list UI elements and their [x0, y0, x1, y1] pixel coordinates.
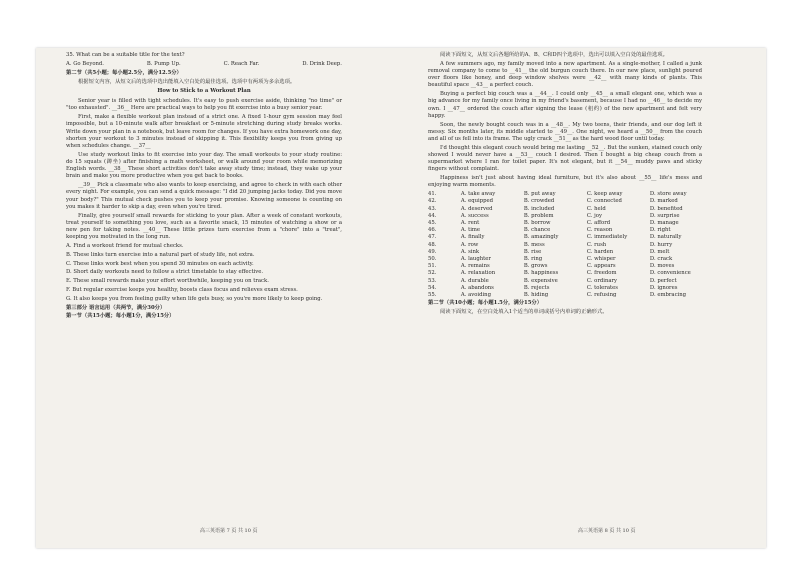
choice-number: 53.	[428, 277, 437, 284]
choice-option: D. ignores	[649, 284, 678, 291]
choice-option: B. hiding	[523, 292, 549, 299]
answer-option: A. Find a workout friend for mutual checks.	[66, 243, 184, 250]
choice-option: A. laughter	[460, 256, 491, 263]
cloze-paragraph: I'd thought this elegant couch would bring me lasting __52__. But the sunken, stained couch only showed I would never have a __53__ couch I desired. Then I bought a big cheap couch from a supermarket where I ran for toilet paper. It's not elegant, but it __54__ muddy paws and sticky fingers without complaint.	[428, 144, 702, 173]
section-2-instructions: 根据短文内容，从短文后的选项中选出能填入空白处的最佳选项。选项中有两项为多余选项。	[78, 78, 296, 85]
choice-number: 50.	[428, 256, 437, 263]
choice-option: B. put away	[523, 191, 556, 198]
choice-option: B. problem	[523, 212, 554, 219]
page-footer-left: 高三英语第 7 页 共 10 页	[200, 528, 258, 534]
passage-paragraph: First, make a flexible workout plan instead of a strict one. A fixed 1-hour gym session may feel impossible, but a 10-minute walk after breakfast or 5-minute stretching during study breaks works. Write down your plan in a notebook, but leave room for changes. If you have extra homework one day, shorten your workout to 3 minutes instead of skipping it. This flexibility keeps you from giving up when schedules change. __37__	[66, 114, 342, 150]
choice-row	[428, 256, 702, 263]
choice-option: B. amazingly	[523, 234, 559, 241]
cloze-paragraph: A few summers ago, my family moved into a new apartment. As a single-mother, I called a junk removal company to come to __41__ the old burgun couch there. In our new place, sunlight poured over floors like honey, and deep window shelves were __42__ with many kinds of plants. This beautiful space __43__ a perfect couch.	[428, 60, 702, 89]
cloze-paragraph: Happiness isn't just about having ideal furniture, but it's also about __55__ life's mess and enjoying warm moments.	[428, 175, 702, 189]
option-a: A. Go Beyond.	[66, 60, 104, 67]
section-2-header: 第二节（共5小题；每小题2.5分，满分12.5分）	[66, 70, 182, 76]
choice-number: 47.	[428, 234, 437, 241]
choice-option: C. reason	[586, 227, 613, 234]
passage-paragraph: Senior year is filled with tight schedules. It's easy to push exercise aside, thinking "no time" or "too exhausted". __36__ Here are practical ways to help you fit exercise into a busy senior year.	[66, 98, 342, 112]
choice-option: B. chance	[523, 227, 551, 234]
choice-option: B. mess	[523, 241, 545, 248]
choice-option: A. durable	[460, 277, 489, 284]
passage-paragraph: Finally, give yourself small rewards for sticking to your plan. After a week of constant workouts, treat yourself to something you love, such as a favorite snack, 15 minutes of watching a show or a new pen for taking notes. __40__ These little prizes turn exercise from a "chore" into a "treat", keeping you motivated in the long run.	[66, 212, 342, 241]
cloze-instructions: 阅读下面短文，从短文后各题所给的A、B、C和D四个选项中，选出可以填入空白处的最佳选项。	[440, 52, 668, 58]
left-page	[66, 52, 342, 322]
choice-option: D. manage	[649, 220, 679, 227]
choice-option: D. convenience	[649, 270, 691, 277]
part-3-section-1: 第一节（共15小题；每小题1分，满分15分）	[66, 313, 175, 320]
answer-option: E. These small rewards make your effort worthwhile, keeping you on track.	[66, 278, 269, 285]
choice-row	[428, 234, 702, 241]
choice-number: 45.	[428, 220, 437, 227]
choice-option: C. ordinary	[586, 277, 618, 284]
choice-row	[428, 263, 702, 270]
answer-option: C. These links work best when you spend 30 minutes on each activity.	[66, 260, 254, 267]
choice-row	[428, 206, 702, 213]
choice-option: C. immediately	[586, 234, 628, 241]
answer-option: D. Short daily workouts need to follow a strict timetable to stay effective.	[66, 269, 264, 276]
answer-option: B. These links turn exercise into a natural part of study life, not extra.	[66, 251, 255, 258]
choice-option: A. finally	[460, 234, 485, 241]
choice-row	[428, 292, 702, 299]
choice-option: B. rise	[523, 248, 542, 255]
choice-number: 55.	[428, 292, 437, 299]
choice-option: C. rush	[586, 241, 607, 248]
passage-title: How to Stick to a Workout Plan	[157, 88, 251, 94]
option-d: D. Drink Deep.	[302, 60, 342, 67]
choice-option: D. marked	[649, 198, 678, 205]
cloze-paragraph: Soon, the newly bought couch was in a __48__. My two teens, their friends, and our dog left it messy. Six months later, its middle started to __49__. One night, we heard a __50__ from the couch and all of us fell into its frame. The ugly crack __51__ as the hard wood floor until today.	[428, 121, 702, 143]
choice-option: C. joy	[586, 212, 602, 219]
choice-option: D. perfect	[649, 277, 677, 284]
choice-option: C. keep away	[586, 191, 623, 198]
choice-option: A. abandons	[460, 284, 494, 291]
right-page	[428, 52, 702, 318]
choice-option: C. appears	[586, 263, 616, 270]
choice-option: A. time	[460, 227, 481, 234]
choice-row	[428, 278, 702, 285]
choice-option: C. harden	[586, 248, 614, 255]
choice-option: C. connected	[586, 198, 622, 205]
passage-paragraph: Use study workout links to fit exercise into your day. The small workouts to your study routine: do 15 squats (蹲坐) after finishing a math worksheet, or walk around your room while memorizing English words. __38__ These short activities don't take away study time; instead, they wake up your brain and make you more productive when you get back to books.	[66, 151, 342, 180]
choice-option: B. ring	[523, 256, 543, 263]
page-footer-right: 高三英语第 8 页 共 10 页	[578, 528, 636, 534]
choice-row	[428, 242, 702, 249]
question-35-stem: 35. What can be a suitable title for the text?	[66, 52, 185, 58]
section-2-header: 第二节（共10小题；每小题1.5分，满分15分）	[428, 300, 543, 307]
choice-row	[428, 227, 702, 234]
option-c: C. Reach Far.	[223, 60, 260, 67]
choice-option: A. equipped	[460, 198, 494, 205]
choice-option: B. grows	[523, 263, 548, 270]
choice-option: D. surprise	[649, 212, 680, 219]
choice-row	[428, 213, 702, 220]
choice-option: D. melt	[649, 248, 670, 255]
choice-row	[428, 198, 702, 205]
choice-number: 51.	[428, 263, 437, 270]
choice-option: A. take away	[460, 191, 496, 198]
choice-option: A. deserved	[460, 205, 493, 212]
part-3-header: 第三部分 语言运用（共两节，满分30分）	[66, 304, 166, 311]
cloze-paragraph: Buying a perfect big couch was a __44__. I could only __45__ a small elegant one, which was a big advance for my family once living in my friend's basement, because I had no __46__ to decide my own. I __47__ ordered the couch after signing the lease (租约) of the new apartment and felt very happy.	[428, 91, 702, 119]
choice-option: B. rejects	[523, 284, 550, 291]
answer-options-list	[66, 243, 342, 303]
choice-option: A. relaxation	[460, 270, 496, 277]
choice-number: 44.	[428, 212, 437, 219]
choice-row	[428, 220, 702, 227]
choice-option: A. remains	[460, 263, 490, 270]
choice-option: D. naturally	[649, 234, 682, 241]
choice-number: 43.	[428, 205, 437, 212]
question-35-options	[66, 61, 342, 68]
choice-option: B. happiness	[523, 270, 559, 277]
choice-number: 42.	[428, 198, 437, 205]
choice-number: 48.	[428, 241, 437, 248]
choice-option: B. expensive	[523, 277, 558, 284]
choice-option: B. included	[523, 205, 555, 212]
choice-option: D. moves	[649, 263, 675, 270]
choice-option: C. tolerates	[586, 284, 618, 291]
choice-number: 49.	[428, 248, 437, 255]
choice-number: 54.	[428, 284, 437, 291]
cloze-choices-table	[428, 191, 702, 299]
choice-row	[428, 285, 702, 292]
passage-paragraph: __39__ Pick a classmate who also wants to keep exercising, and agree to check in with each other every night. For example, you can send a quick message: "I did 20 jumping jacks today. Did you move your body?" This mutual check pushes you to keep your promise. Knowing someone is counting on you makes it harder to skip a day, even when you're tired.	[66, 182, 342, 210]
choice-option: C. afford	[586, 220, 611, 227]
choice-number: 41.	[428, 191, 437, 198]
choice-row	[428, 191, 702, 198]
choice-row	[428, 270, 702, 277]
choice-option: D. hurry	[649, 241, 673, 248]
choice-option: C. whisper	[586, 256, 616, 263]
section-2-instructions: 阅读下面短文，在空白处填入1个适当的单词或括号内单词的正确形式。	[440, 309, 608, 316]
choice-option: B. crowded	[523, 198, 555, 205]
choice-option: D. crack	[649, 256, 673, 263]
choice-option: C. freedom	[586, 270, 617, 277]
option-b: B. Pump Up.	[146, 60, 181, 67]
choice-option: A. success	[460, 212, 489, 219]
choice-option: D. benefited	[649, 205, 683, 212]
choice-number: 52.	[428, 270, 437, 277]
choice-number: 46.	[428, 227, 437, 234]
choice-option: D. embracing	[649, 292, 687, 299]
choice-option: B. borrow	[523, 220, 551, 227]
choice-option: D. right	[649, 227, 671, 234]
choice-option: C. refusing	[586, 292, 617, 299]
choice-option: A. avoiding	[460, 292, 491, 299]
answer-option: G. It also keeps you from feeling guilty when life gets busy, so you're more likely to keep going.	[66, 295, 323, 302]
choice-row	[428, 249, 702, 256]
choice-option: A. rent	[460, 220, 480, 227]
choice-option: D. store away	[649, 191, 687, 198]
answer-option: F. But regular exercise keeps you healthy, boosts class focus and relieves exam stress.	[66, 287, 298, 294]
choice-option: A. row	[460, 241, 479, 248]
choice-option: A. sink	[460, 248, 480, 255]
choice-option: C. held	[586, 205, 606, 212]
